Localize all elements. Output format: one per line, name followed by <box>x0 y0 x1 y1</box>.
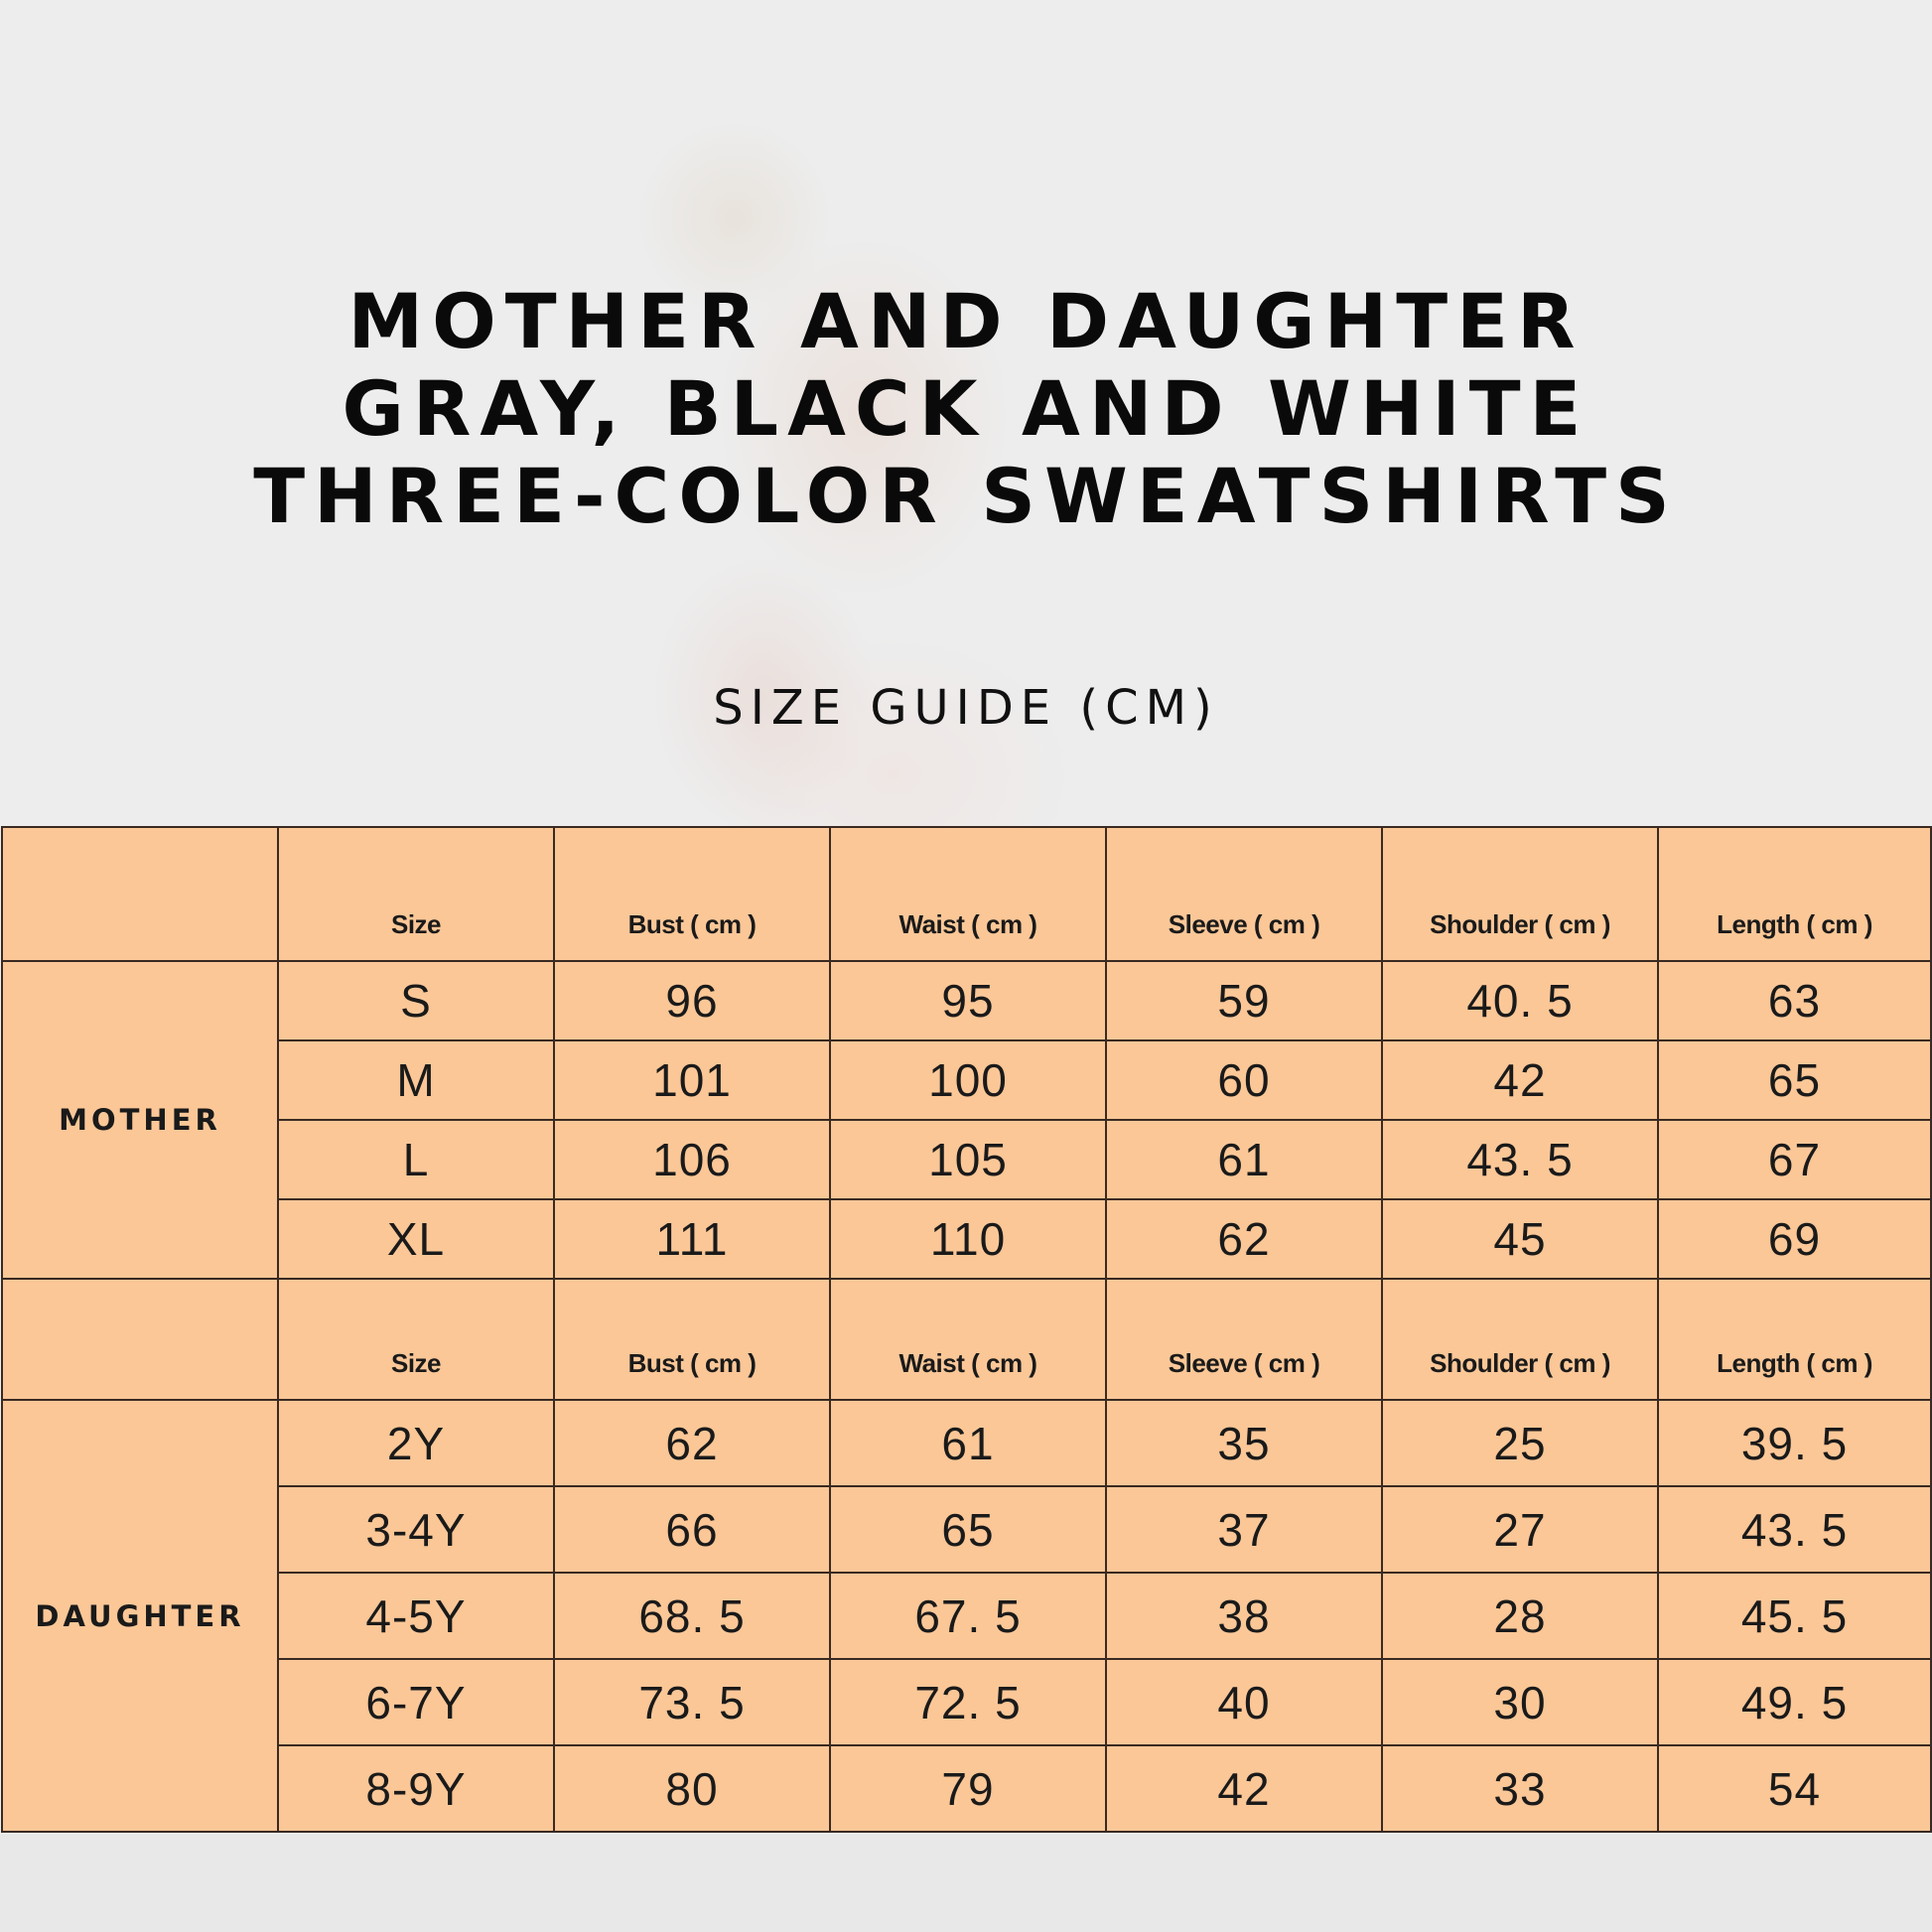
cell-size: 2Y <box>278 1400 554 1486</box>
cell-waist: 95 <box>830 961 1106 1040</box>
header-waist: Waist ( cm ) <box>830 1279 1106 1400</box>
cell-bust: 106 <box>554 1120 830 1199</box>
cell-length: 54 <box>1658 1745 1931 1832</box>
header-length: Length ( cm ) <box>1658 827 1931 961</box>
cell-length: 65 <box>1658 1040 1931 1120</box>
cell-sleeve: 59 <box>1106 961 1382 1040</box>
cell-size: 4-5Y <box>278 1573 554 1659</box>
title-line-2: GRAY, BLACK AND WHITE <box>342 364 1590 453</box>
cell-waist: 72. 5 <box>830 1659 1106 1745</box>
table-row <box>2 1659 1931 1745</box>
cell-sleeve: 61 <box>1106 1120 1382 1199</box>
cell-waist: 110 <box>830 1199 1106 1279</box>
empty-corner-cell <box>2 1279 278 1400</box>
cell-bust: 62 <box>554 1400 830 1486</box>
cell-shoulder: 25 <box>1382 1400 1658 1486</box>
cell-shoulder: 40. 5 <box>1382 961 1658 1040</box>
cell-size: 3-4Y <box>278 1486 554 1573</box>
header-length: Length ( cm ) <box>1658 1279 1931 1400</box>
cell-sleeve: 60 <box>1106 1040 1382 1120</box>
cell-bust: 111 <box>554 1199 830 1279</box>
page-title <box>0 278 1932 540</box>
cell-shoulder: 42 <box>1382 1040 1658 1120</box>
table-row <box>2 1486 1931 1573</box>
cell-bust: 96 <box>554 961 830 1040</box>
cell-waist: 105 <box>830 1120 1106 1199</box>
cell-length: 45. 5 <box>1658 1573 1931 1659</box>
header-size: Size <box>278 827 554 961</box>
cell-size: 8-9Y <box>278 1745 554 1832</box>
cell-size: M <box>278 1040 554 1120</box>
cell-waist: 65 <box>830 1486 1106 1573</box>
title-line-3: THREE-COLOR SWEATSHIRTS <box>253 452 1679 540</box>
cell-sleeve: 62 <box>1106 1199 1382 1279</box>
header-shoulder: Shoulder ( cm ) <box>1382 827 1658 961</box>
cell-bust: 80 <box>554 1745 830 1832</box>
header-sleeve: Sleeve ( cm ) <box>1106 1279 1382 1400</box>
header-sleeve: Sleeve ( cm ) <box>1106 827 1382 961</box>
cell-size: XL <box>278 1199 554 1279</box>
cell-length: 63 <box>1658 961 1931 1040</box>
cell-length: 43. 5 <box>1658 1486 1931 1573</box>
table-row <box>2 961 1931 1040</box>
table-row <box>2 1745 1931 1832</box>
cell-sleeve: 42 <box>1106 1745 1382 1832</box>
mother-header-row <box>2 827 1931 961</box>
title-line-1: MOTHER AND DAUGHTER <box>347 277 1585 365</box>
header-bust: Bust ( cm ) <box>554 1279 830 1400</box>
cell-shoulder: 33 <box>1382 1745 1658 1832</box>
cell-sleeve: 38 <box>1106 1573 1382 1659</box>
cell-shoulder: 30 <box>1382 1659 1658 1745</box>
cell-waist: 61 <box>830 1400 1106 1486</box>
cell-bust: 73. 5 <box>554 1659 830 1745</box>
cell-length: 49. 5 <box>1658 1659 1931 1745</box>
bottom-background <box>0 1835 1932 1932</box>
cell-length: 39. 5 <box>1658 1400 1931 1486</box>
table-row <box>2 1400 1931 1486</box>
size-chart-table <box>1 826 1932 1833</box>
table-row <box>2 1040 1931 1120</box>
daughter-header-row <box>2 1279 1931 1400</box>
cell-bust: 101 <box>554 1040 830 1120</box>
cell-waist: 100 <box>830 1040 1106 1120</box>
group-label-mother: MOTHER <box>2 961 278 1279</box>
header-waist: Waist ( cm ) <box>830 827 1106 961</box>
cell-size: S <box>278 961 554 1040</box>
cell-bust: 66 <box>554 1486 830 1573</box>
cell-bust: 68. 5 <box>554 1573 830 1659</box>
empty-corner-cell <box>2 827 278 961</box>
cell-length: 67 <box>1658 1120 1931 1199</box>
group-label-daughter: DAUGHTER <box>2 1400 278 1832</box>
subtitle: SIZE GUIDE (CM) <box>713 680 1219 736</box>
cell-shoulder: 28 <box>1382 1573 1658 1659</box>
header-bust: Bust ( cm ) <box>554 827 830 961</box>
cell-size: 6-7Y <box>278 1659 554 1745</box>
cell-waist: 79 <box>830 1745 1106 1832</box>
cell-size: L <box>278 1120 554 1199</box>
table-row <box>2 1199 1931 1279</box>
table-row <box>2 1120 1931 1199</box>
cell-shoulder: 43. 5 <box>1382 1120 1658 1199</box>
cell-shoulder: 27 <box>1382 1486 1658 1573</box>
cell-sleeve: 37 <box>1106 1486 1382 1573</box>
header-size: Size <box>278 1279 554 1400</box>
cell-shoulder: 45 <box>1382 1199 1658 1279</box>
cell-waist: 67. 5 <box>830 1573 1106 1659</box>
table-row <box>2 1573 1931 1659</box>
cell-sleeve: 40 <box>1106 1659 1382 1745</box>
cell-sleeve: 35 <box>1106 1400 1382 1486</box>
header-shoulder: Shoulder ( cm ) <box>1382 1279 1658 1400</box>
cell-length: 69 <box>1658 1199 1931 1279</box>
